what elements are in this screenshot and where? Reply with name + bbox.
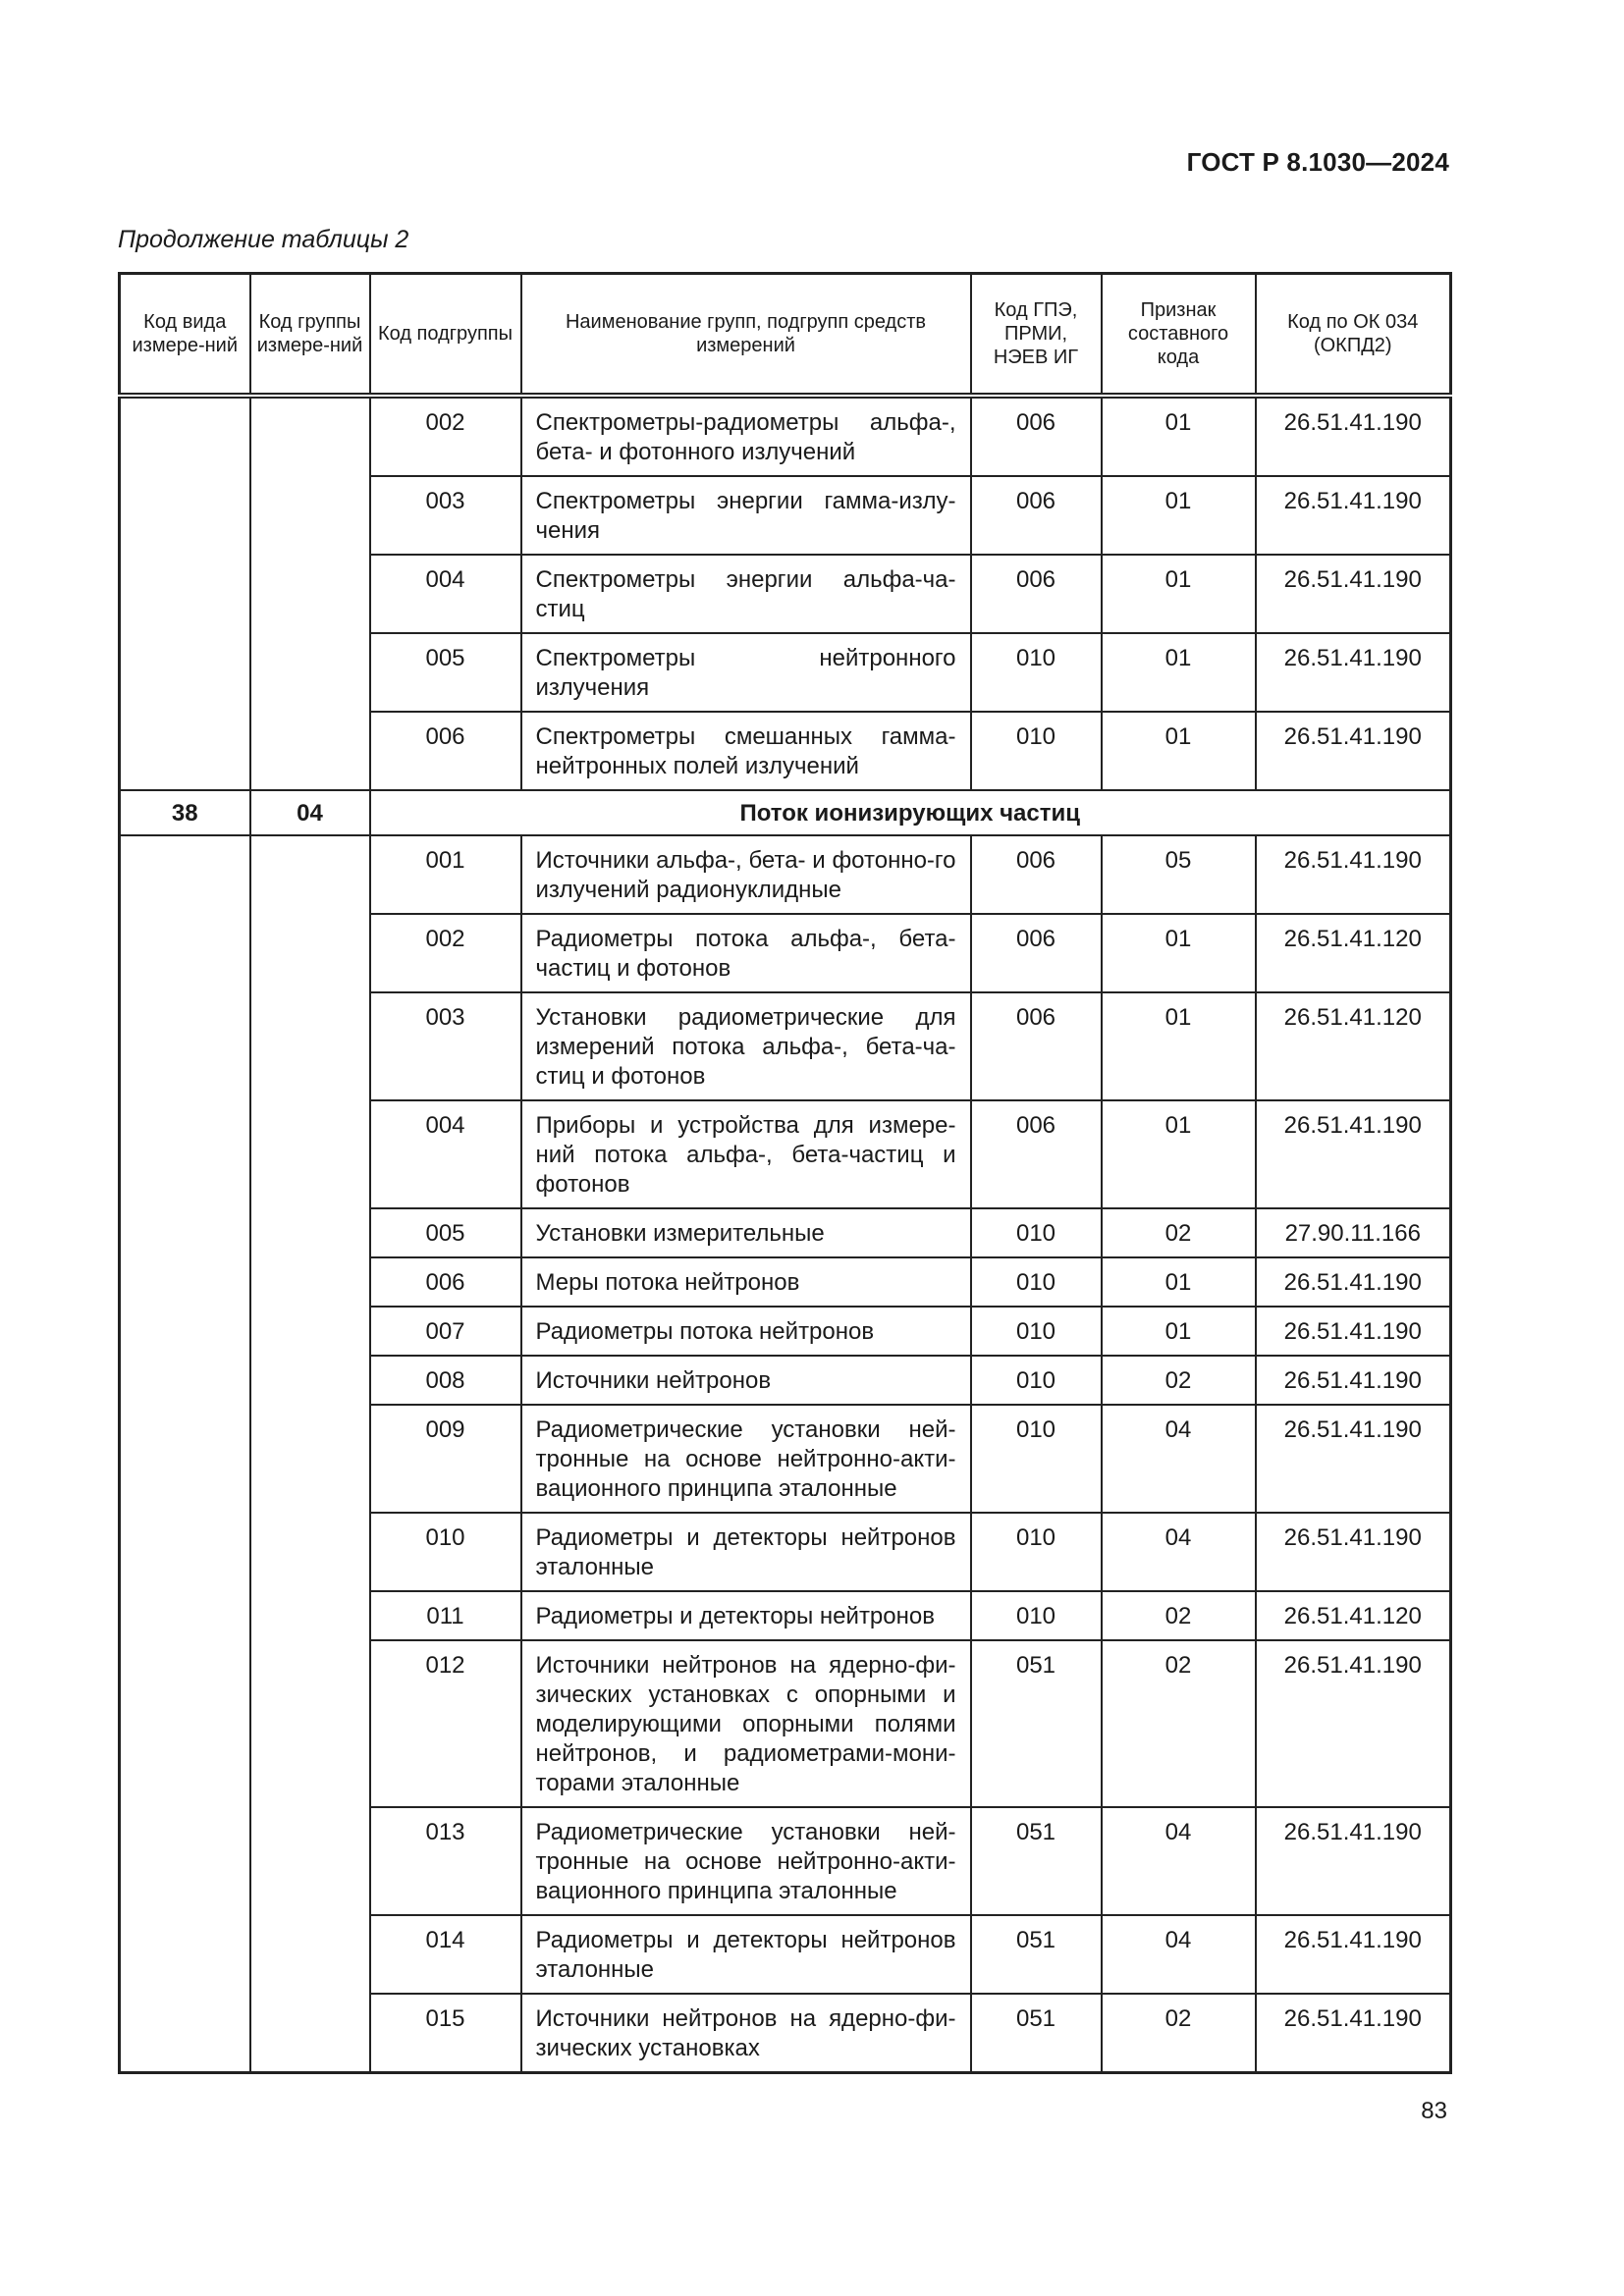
subgroup-cell: 015: [370, 1994, 521, 2073]
sign-cell: 01: [1102, 1257, 1256, 1307]
subgroup-cell: 006: [370, 712, 521, 790]
sign-cell: 04: [1102, 1915, 1256, 1994]
okpd-cell: 26.51.41.120: [1256, 914, 1451, 992]
header-kind-code: Код вида измере-ний: [120, 274, 250, 396]
okpd-cell: 26.51.41.120: [1256, 1591, 1451, 1640]
subgroup-cell: 004: [370, 555, 521, 633]
sign-cell: 01: [1102, 555, 1256, 633]
empty-kind-cell: [120, 835, 250, 2073]
sign-cell: 01: [1102, 992, 1256, 1100]
subgroup-cell: 012: [370, 1640, 521, 1807]
gpe-cell: 006: [971, 1100, 1102, 1208]
subgroup-cell: 002: [370, 914, 521, 992]
document-header: ГОСТ Р 8.1030—2024: [1186, 147, 1449, 177]
group-row: [120, 790, 1451, 835]
gpe-cell: 051: [971, 1994, 1102, 2073]
okpd-cell: 26.51.41.190: [1256, 835, 1451, 914]
data-table: [118, 272, 1452, 2074]
subgroup-cell: 004: [370, 1100, 521, 1208]
sign-cell: 01: [1102, 476, 1256, 555]
sign-cell: 02: [1102, 1994, 1256, 2073]
subgroup-cell: 011: [370, 1591, 521, 1640]
sign-cell: 01: [1102, 914, 1256, 992]
table-row: [120, 835, 1451, 914]
gpe-cell: 010: [971, 1513, 1102, 1591]
sign-cell: 04: [1102, 1513, 1256, 1591]
gpe-cell: 051: [971, 1807, 1102, 1915]
okpd-cell: 26.51.41.190: [1256, 1307, 1451, 1356]
name-cell: Приборы и устройства для измере-ний потока альфа-, бета-частиц и фотонов: [521, 1100, 971, 1208]
section-1: [120, 396, 1451, 790]
gpe-cell: 006: [971, 555, 1102, 633]
gpe-cell: 010: [971, 1356, 1102, 1405]
empty-group-cell: [250, 835, 370, 2073]
gpe-cell: 051: [971, 1915, 1102, 1994]
name-cell: Спектрометры нейтронного излучения: [521, 633, 971, 712]
sign-cell: 02: [1102, 1208, 1256, 1257]
name-cell: Радиометры потока альфа-, бета-частиц и фотонов: [521, 914, 971, 992]
gpe-cell: 010: [971, 1591, 1102, 1640]
name-cell: Источники нейтронов: [521, 1356, 971, 1405]
name-cell: Спектрометры энергии гамма-излу-чения: [521, 476, 971, 555]
name-cell: Радиометры и детекторы нейтронов эталонные: [521, 1915, 971, 1994]
subgroup-cell: 001: [370, 835, 521, 914]
subgroup-cell: 013: [370, 1807, 521, 1915]
subgroup-cell: 003: [370, 476, 521, 555]
okpd-cell: 26.51.41.190: [1256, 1257, 1451, 1307]
gpe-cell: 006: [971, 992, 1102, 1100]
gpe-cell: 010: [971, 1257, 1102, 1307]
subgroup-cell: 014: [370, 1915, 521, 1994]
table-caption: Продолжение таблицы 2: [118, 226, 409, 253]
empty-kind-cell: [120, 396, 250, 790]
sign-cell: 02: [1102, 1591, 1256, 1640]
header-okpd-code: Код по ОК 034 (ОКПД2): [1256, 274, 1451, 396]
okpd-cell: 26.51.41.190: [1256, 1405, 1451, 1513]
gpe-cell: 010: [971, 712, 1102, 790]
header-composite-sign: Признак составного кода: [1102, 274, 1256, 396]
name-cell: Установки измерительные: [521, 1208, 971, 1257]
table-header-row: [120, 274, 1451, 396]
subgroup-cell: 005: [370, 1208, 521, 1257]
name-cell: Источники альфа-, бета- и фотонно-го излучений радионуклидные: [521, 835, 971, 914]
sign-cell: 01: [1102, 712, 1256, 790]
okpd-cell: 26.51.41.190: [1256, 555, 1451, 633]
okpd-cell: 26.51.41.190: [1256, 1807, 1451, 1915]
sign-cell: 04: [1102, 1405, 1256, 1513]
subgroup-cell: 007: [370, 1307, 521, 1356]
empty-group-cell: [250, 396, 370, 790]
name-cell: Источники нейтронов на ядерно-фи-зических установках: [521, 1994, 971, 2073]
name-cell: Радиометрические установки ней-тронные на основе нейтронно-акти-вационного принципа эталонные: [521, 1807, 971, 1915]
name-cell: Меры потока нейтронов: [521, 1257, 971, 1307]
name-cell: Спектрометры энергии альфа-ча-стиц: [521, 555, 971, 633]
group-title: Поток ионизирующих частиц: [370, 790, 1451, 835]
sign-cell: 02: [1102, 1356, 1256, 1405]
sign-cell: 02: [1102, 1640, 1256, 1807]
okpd-cell: 26.51.41.190: [1256, 1994, 1451, 2073]
table-row: [120, 396, 1451, 476]
gpe-cell: 006: [971, 914, 1102, 992]
okpd-cell: 26.51.41.190: [1256, 396, 1451, 476]
header-subgroup-code: Код подгруппы: [370, 274, 521, 396]
gpe-cell: 006: [971, 396, 1102, 476]
sign-cell: 01: [1102, 633, 1256, 712]
name-cell: Радиометры и детекторы нейтронов: [521, 1591, 971, 1640]
name-cell: Спектрометры-радиометры альфа-, бета- и фотонного излучений: [521, 396, 971, 476]
name-cell: Спектрометры смешанных гамма-нейтронных полей излучений: [521, 712, 971, 790]
okpd-cell: 26.51.41.190: [1256, 1356, 1451, 1405]
subgroup-cell: 008: [370, 1356, 521, 1405]
gpe-cell: 051: [971, 1640, 1102, 1807]
subgroup-cell: 010: [370, 1513, 521, 1591]
name-cell: Установки радиометрические для измерений потока альфа-, бета-ча-стиц и фотонов: [521, 992, 971, 1100]
group-kind-code: 38: [120, 790, 250, 835]
okpd-cell: 26.51.41.190: [1256, 1915, 1451, 1994]
subgroup-cell: 006: [370, 1257, 521, 1307]
sign-cell: 01: [1102, 1307, 1256, 1356]
gpe-cell: 010: [971, 1405, 1102, 1513]
subgroup-cell: 005: [370, 633, 521, 712]
okpd-cell: 26.51.41.190: [1256, 1513, 1451, 1591]
page-number: 83: [1421, 2098, 1447, 2124]
group-code: 04: [250, 790, 370, 835]
name-cell: Радиометрические установки ней-тронные на основе нейтронно-акти-вационного принципа эталонные: [521, 1405, 971, 1513]
okpd-cell: 26.51.41.120: [1256, 992, 1451, 1100]
okpd-cell: 26.51.41.190: [1256, 1100, 1451, 1208]
okpd-cell: 26.51.41.190: [1256, 633, 1451, 712]
section-2: [120, 835, 1451, 2073]
name-cell: Радиометры потока нейтронов: [521, 1307, 971, 1356]
subgroup-cell: 009: [370, 1405, 521, 1513]
okpd-cell: 26.51.41.190: [1256, 476, 1451, 555]
subgroup-cell: 002: [370, 396, 521, 476]
gpe-cell: 010: [971, 633, 1102, 712]
sign-cell: 01: [1102, 1100, 1256, 1208]
okpd-cell: 26.51.41.190: [1256, 1640, 1451, 1807]
name-cell: Радиометры и детекторы нейтронов эталонные: [521, 1513, 971, 1591]
sign-cell: 04: [1102, 1807, 1256, 1915]
okpd-cell: 26.51.41.190: [1256, 712, 1451, 790]
subgroup-cell: 003: [370, 992, 521, 1100]
name-cell: Источники нейтронов на ядерно-фи-зических установках с опорными и моделирующими опорными полями нейтронов, и радиометрами-мони-торами эталонные: [521, 1640, 971, 1807]
sign-cell: 05: [1102, 835, 1256, 914]
gpe-cell: 006: [971, 476, 1102, 555]
header-gpe-code: Код ГПЭ, ПРМИ, НЭЕВ ИГ: [971, 274, 1102, 396]
okpd-cell: 27.90.11.166: [1256, 1208, 1451, 1257]
sign-cell: 01: [1102, 396, 1256, 476]
gpe-cell: 006: [971, 835, 1102, 914]
header-group-code: Код группы измере-ний: [250, 274, 370, 396]
gpe-cell: 010: [971, 1208, 1102, 1257]
header-name: Наименование групп, подгрупп средств измерений: [521, 274, 971, 396]
gpe-cell: 010: [971, 1307, 1102, 1356]
group-section: [120, 790, 1451, 835]
